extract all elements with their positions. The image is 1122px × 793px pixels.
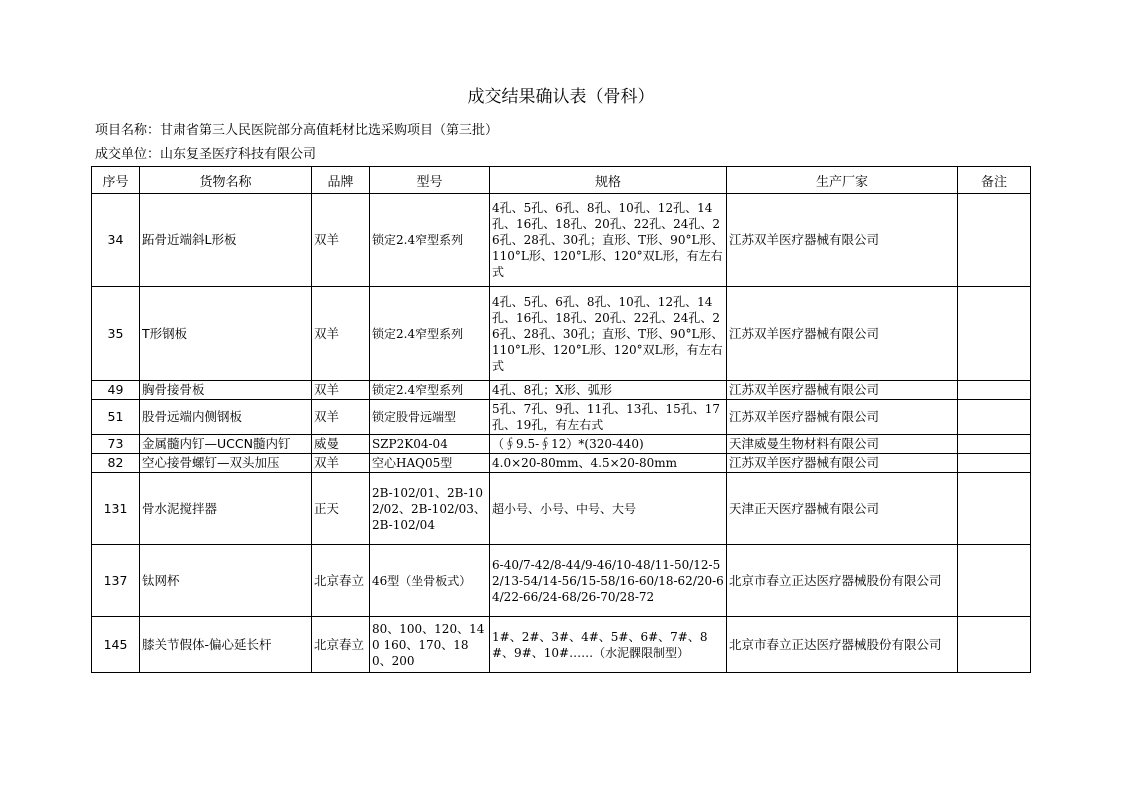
cell-brand: 正天 (312, 473, 370, 545)
cell-model: 锁定2.4窄型系列 (370, 194, 490, 287)
cell-brand: 双羊 (312, 381, 370, 400)
cell-note (958, 454, 1031, 473)
table-row (92, 617, 1031, 673)
cell-maker: 江苏双羊医疗器械有限公司 (727, 454, 958, 473)
header-no: 序号 (92, 167, 140, 194)
header-model: 型号 (370, 167, 490, 194)
cell-note (958, 435, 1031, 454)
cell-name: 骨水泥搅拌器 (140, 473, 312, 545)
results-table (91, 166, 1031, 673)
table-row (92, 435, 1031, 454)
cell-name: 空心接骨螺钉—双头加压 (140, 454, 312, 473)
table-row (92, 473, 1031, 545)
cell-model: 2B-102/01、2B-102/02、2B-102/03、2B-102/04 (370, 473, 490, 545)
cell-maker: 江苏双羊医疗器械有限公司 (727, 381, 958, 400)
cell-maker: 北京市春立正达医疗器械股份有限公司 (727, 545, 958, 617)
cell-note (958, 545, 1031, 617)
cell-maker: 天津威曼生物材料有限公司 (727, 435, 958, 454)
cell-brand: 北京春立 (312, 545, 370, 617)
cell-name: 钛网杯 (140, 545, 312, 617)
cell-spec: 4孔、8孔；X形、弧形 (490, 381, 727, 400)
cell-no: 137 (92, 545, 140, 617)
cell-maker: 江苏双羊医疗器械有限公司 (727, 400, 958, 435)
cell-name: T形钢板 (140, 287, 312, 381)
cell-note (958, 400, 1031, 435)
cell-note (958, 287, 1031, 381)
table-row (92, 454, 1031, 473)
page-title: 成交结果确认表（骨科） (467, 87, 655, 107)
cell-brand: 双羊 (312, 400, 370, 435)
cell-model: 80、100、120、140 160、170、180、200 (370, 617, 490, 673)
cell-maker: 北京市春立正达医疗器械股份有限公司 (727, 617, 958, 673)
cell-model: 锁定股骨远端型 (370, 400, 490, 435)
cell-brand: 北京春立 (312, 617, 370, 673)
cell-model: 46型（坐骨板式） (370, 545, 490, 617)
cell-name: 膝关节假体-偏心延长杆 (140, 617, 312, 673)
cell-no: 73 (92, 435, 140, 454)
winning-unit: 成交单位：山东复圣医疗科技有限公司 (95, 147, 317, 162)
header-row (92, 167, 1031, 194)
table-row (92, 400, 1031, 435)
cell-no: 49 (92, 381, 140, 400)
cell-model: SZP2K04-04 (370, 435, 490, 454)
table-row (92, 381, 1031, 400)
cell-maker: 江苏双羊医疗器械有限公司 (727, 287, 958, 381)
header-maker: 生产厂家 (727, 167, 958, 194)
cell-brand: 双羊 (312, 287, 370, 381)
cell-maker: 天津正天医疗器械有限公司 (727, 473, 958, 545)
cell-name: 跖骨近端斜L形板 (140, 194, 312, 287)
cell-spec: 1#、2#、3#、4#、5#、6#、7#、8#、9#、10#……（水泥髁限制型） (490, 617, 727, 673)
cell-note (958, 194, 1031, 287)
table-row (92, 287, 1031, 381)
cell-spec: 5孔、7孔、9孔、11孔、13孔、15孔、17孔、19孔，有左右式 (490, 400, 727, 435)
cell-spec: 6-40/7-42/8-44/9-46/10-48/11-50/12-52/13-54/14-56/15-58/16-60/18-62/20-64/22-66/24-68/26-70/28-72 (490, 545, 727, 617)
cell-brand: 双羊 (312, 194, 370, 287)
cell-spec: 4.0×20-80mm、4.5×20-80mm (490, 454, 727, 473)
project-name: 项目名称：甘肃省第三人民医院部分高值耗材比选采购项目（第三批） (95, 123, 499, 138)
cell-spec: 4孔、5孔、6孔、8孔、10孔、12孔、14孔、16孔、18孔、20孔、22孔、24孔、26孔、28孔、30孔；直形、T形、90°L形、110°L形、120°L形、120°双L形，有左右式 (490, 287, 727, 381)
cell-model: 空心HAQ05型 (370, 454, 490, 473)
cell-no: 131 (92, 473, 140, 545)
header-name: 货物名称 (140, 167, 312, 194)
cell-no: 51 (92, 400, 140, 435)
cell-note (958, 381, 1031, 400)
cell-name: 股骨远端内侧钢板 (140, 400, 312, 435)
cell-no: 34 (92, 194, 140, 287)
cell-no: 35 (92, 287, 140, 381)
cell-maker: 江苏双羊医疗器械有限公司 (727, 194, 958, 287)
table-row (92, 545, 1031, 617)
header-brand: 品牌 (312, 167, 370, 194)
cell-note (958, 617, 1031, 673)
cell-name: 胸骨接骨板 (140, 381, 312, 400)
cell-no: 82 (92, 454, 140, 473)
cell-brand: 双羊 (312, 454, 370, 473)
cell-spec: 4孔、5孔、6孔、8孔、10孔、12孔、14孔、16孔、18孔、20孔、22孔、24孔、26孔、28孔、30孔；直形、T形、90°L形、110°L形、120°L形、120°双L形，有左右式 (490, 194, 727, 287)
header-spec: 规格 (490, 167, 727, 194)
cell-note (958, 473, 1031, 545)
cell-spec: （∮9.5-∮12）*(320-440) (490, 435, 727, 454)
cell-spec: 超小号、小号、中号、大号 (490, 473, 727, 545)
cell-model: 锁定2.4窄型系列 (370, 381, 490, 400)
cell-no: 145 (92, 617, 140, 673)
cell-model: 锁定2.4窄型系列 (370, 287, 490, 381)
cell-name: 金属髓内钉—UCCN髓内钉 (140, 435, 312, 454)
header-note: 备注 (958, 167, 1031, 194)
table-row (92, 194, 1031, 287)
cell-brand: 威曼 (312, 435, 370, 454)
